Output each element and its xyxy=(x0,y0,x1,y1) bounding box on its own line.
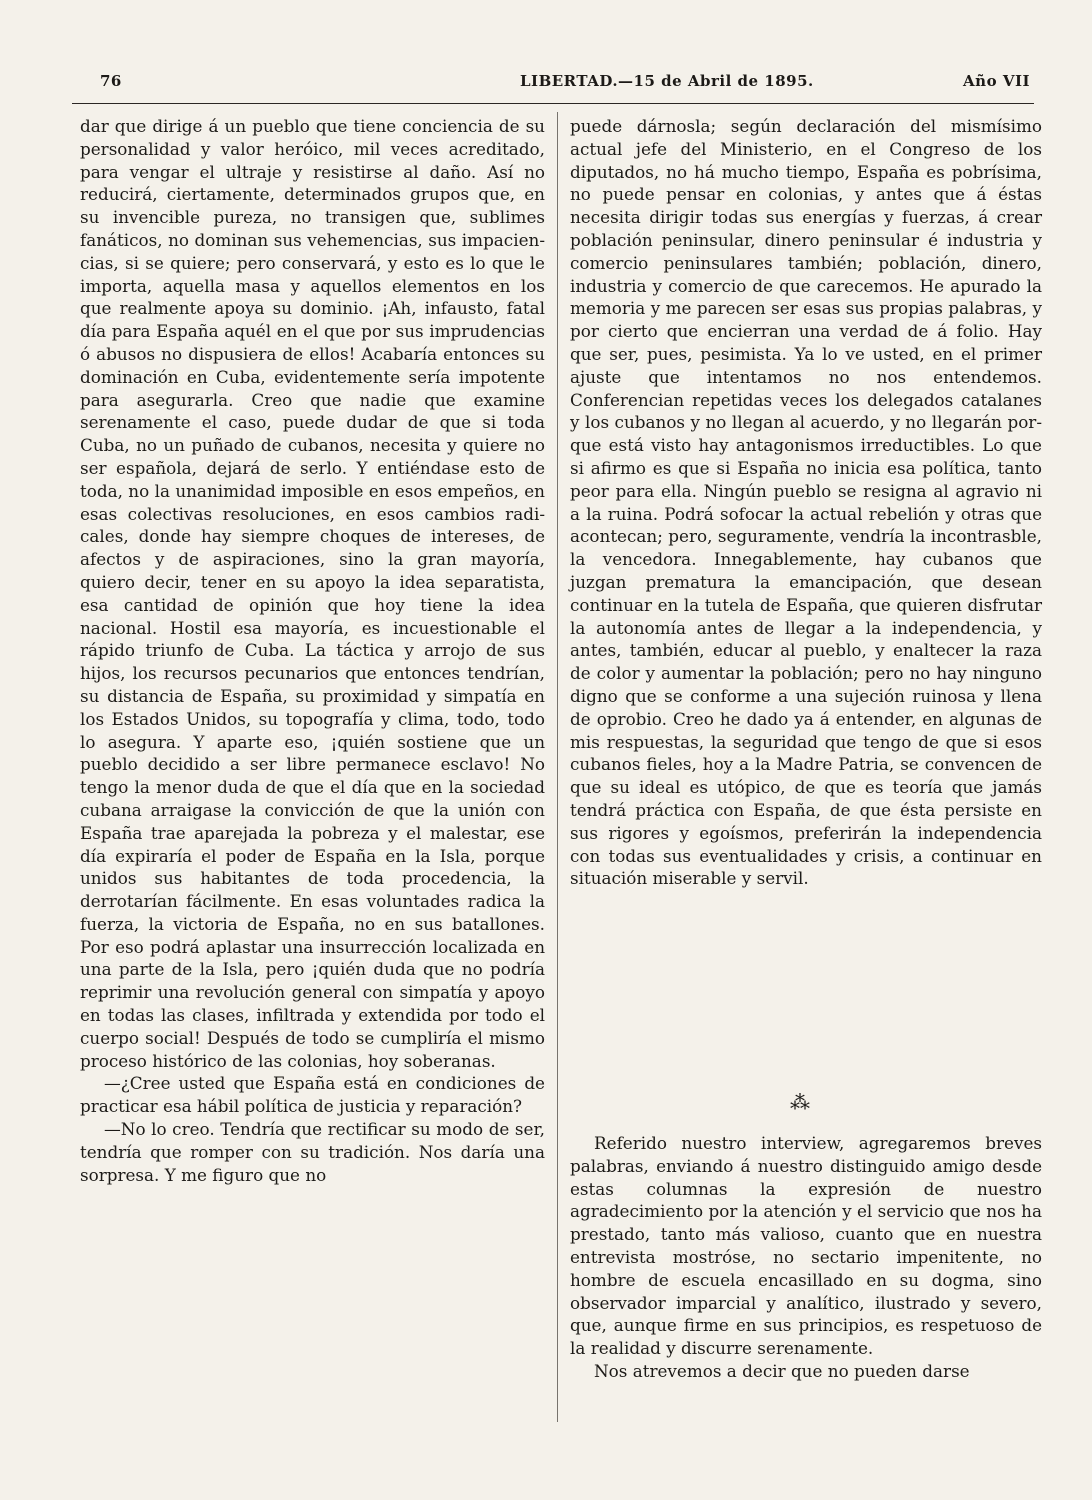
column-divider xyxy=(557,112,558,1422)
page-number: 76 xyxy=(100,72,122,90)
paragraph: Nos atrevemos a decir que no pueden darse xyxy=(594,1360,970,1381)
paragraph: —¿Cree usted que España está en condiciones de practicar esa hábil política de justicia y reparación? xyxy=(80,1073,545,1117)
page-header xyxy=(100,72,1030,102)
paragraph: puede dárnosla; según declaración del mismísimo actual jefe del Ministerio, en el Congreso de los diputados, no há mucho tiempo, España es pobrísima, no puede pensar en colonias, y antes que á éstas necesita dirigir todas sus energías y fuerzas, á crear población peninsular, dinero peninsular é industria y comercio peninsulares también; población, dinero, industria y comercio de que carecemos. He apurado la memoria y me parecen ser esas sus propias palabras, y por cierto que encierran una verdad de á folio. Hay que ser, pues, pesimista. Ya lo ve usted, en el primer ajuste que intentamos no nos entendemos. Conferencian repetidas veces los delegados catalanes y los cubanos y no llegan al acuerdo, y no llegarán porque está visto hay antagonismos irreductibles. Lo que si afirmo es que si España no inicia esa política, tanto peor para ella. Ningún pueblo se resigna al agravio ni a la ruina. Podrá sofocar la actual rebelión y otras que acontecan; pero, seguramente, vendría la incontrasble, la vencedora. Innegablemente, hay cubanos que juzgan prematura la emancipación, que desean continuar en la tutela de España, que quieren disfrutar la autonomía antes de llegar a la independencia, y antes, también, educar al pueblo, y enaltecer la raza de color y aumentar la población; pero no hay ninguno digno que se conforme a una sujeción ruinosa y llena de oprobio. Creo he dado ya á entender, en algunas de mis respuestas, la seguridad que tengo de que si esos cubanos fieles, hoy a la Madre Patria, se convencen de que su ideal es utópico, de que es teoría que jamás tendrá práctica con España, de que ésta persiste en sus rigores y egoísmos, preferirán la independencia con todas sus eventualidades y crisis, a continuar en situación miserable y servil. xyxy=(570,116,1042,889)
paragraph: Referido nuestro interview, agregaremos breves palabras, enviando á nuestro distinguido amigo desde estas columnas la expresión de nuestro agradecimiento por la atención y el servicio que nos ha prestado, tanto más valioso, cuanto que en nuestra entrevista mostróse, no sectario impenitente, no hombre de escuela encasillado en su dogma, sino observador imparcial y analítico, ilustrado y severo, que, aunque firme en sus principios, es respetuoso de la realidad y discurre serenamente. xyxy=(570,1133,1042,1359)
header-rule xyxy=(72,103,1034,104)
left-column xyxy=(80,115,545,1186)
volume-year: Año VII xyxy=(963,72,1030,90)
paragraph: dar que dirige á un pueblo que tiene conciencia de su personalidad y valor heróico, mil veces acreditado, para vengar el ultraje y resistirse al daño. Así no reducirá, ciertamente, determinados grupos que, en su invencible pureza, no transigen que, sublimes fanáticos, no dominan sus vehemencias, sus impaciencias, si se quiere; pero conservará, y esto es lo que le importa, aquella masa y aquellos elementos en los que realmente apoya su dominio. ¡Ah, infausto, fatal día para España aquél en el que por sus imprudencias ó abusos no dispusiera de ellos! Acabaría entonces su dominación en Cuba, evidentemente sería impotente para asegurarla. Creo que nadie que examine serenamente el caso, puede dudar de que si toda Cuba, no un puñado de cubanos, necesita y quiere no ser española, dejará de serlo. Y entiéndase esto de toda, no la unanimidad imposible en esos empeños, en esas colectivas resoluciones, en esos cambios radicales, donde hay siempre choques de intereses, de afectos y de aspiraciones, sino la gran mayoría, quiero decir, tener en su apoyo la idea separatista, esa cantidad de opinión que hoy tiene la idea nacional. Hostil esa mayoría, es incuestionable el rápido triunfo de Cuba. La táctica y arrojo de sus hijos, los recursos pecunarios que entonces tendrían, su distancia de España, su proximidad y simpatía en los Estados Unidos, su topografía y clima, todo, todo lo asegura. Y aparte eso, ¡quién sostiene que un pueblo decidido a ser libre permanece esclavo! No tengo la menor duda de que el día que en la sociedad cubana arraigase la convicción de que la unión con España trae aparejada la pobreza y el malestar, ese día expiraría el poder de España en la Isla, porque unidos sus habitantes de toda procedencia, la derrotarían fácilmente. En esas voluntades radica la fuerza, la victoria de España, no en sus batallones. Por eso podrá aplastar una insurrección localizada en una parte de la Isla, pero ¡quién duda que no podría reprimir una revolución general con simpatía y apoyo en todas las clases, infiltrada y extendida por todo el cuerpo social! Después de todo se cumpliría el mismo proceso histórico de las colonias, hoy soberanas. xyxy=(80,116,545,1071)
paragraph: —No lo creo. Tendría que rectificar su modo de ser, tendría que romper con su tradición. Nos daría una sorpresa. Y me figuro que no xyxy=(80,1119,545,1185)
right-column xyxy=(570,115,1042,890)
closing-section xyxy=(570,1132,1042,1383)
masthead-date: LIBERTAD.—15 de Abril de 1895. xyxy=(520,72,814,90)
asterism-separator: ⁂ xyxy=(790,1090,810,1114)
